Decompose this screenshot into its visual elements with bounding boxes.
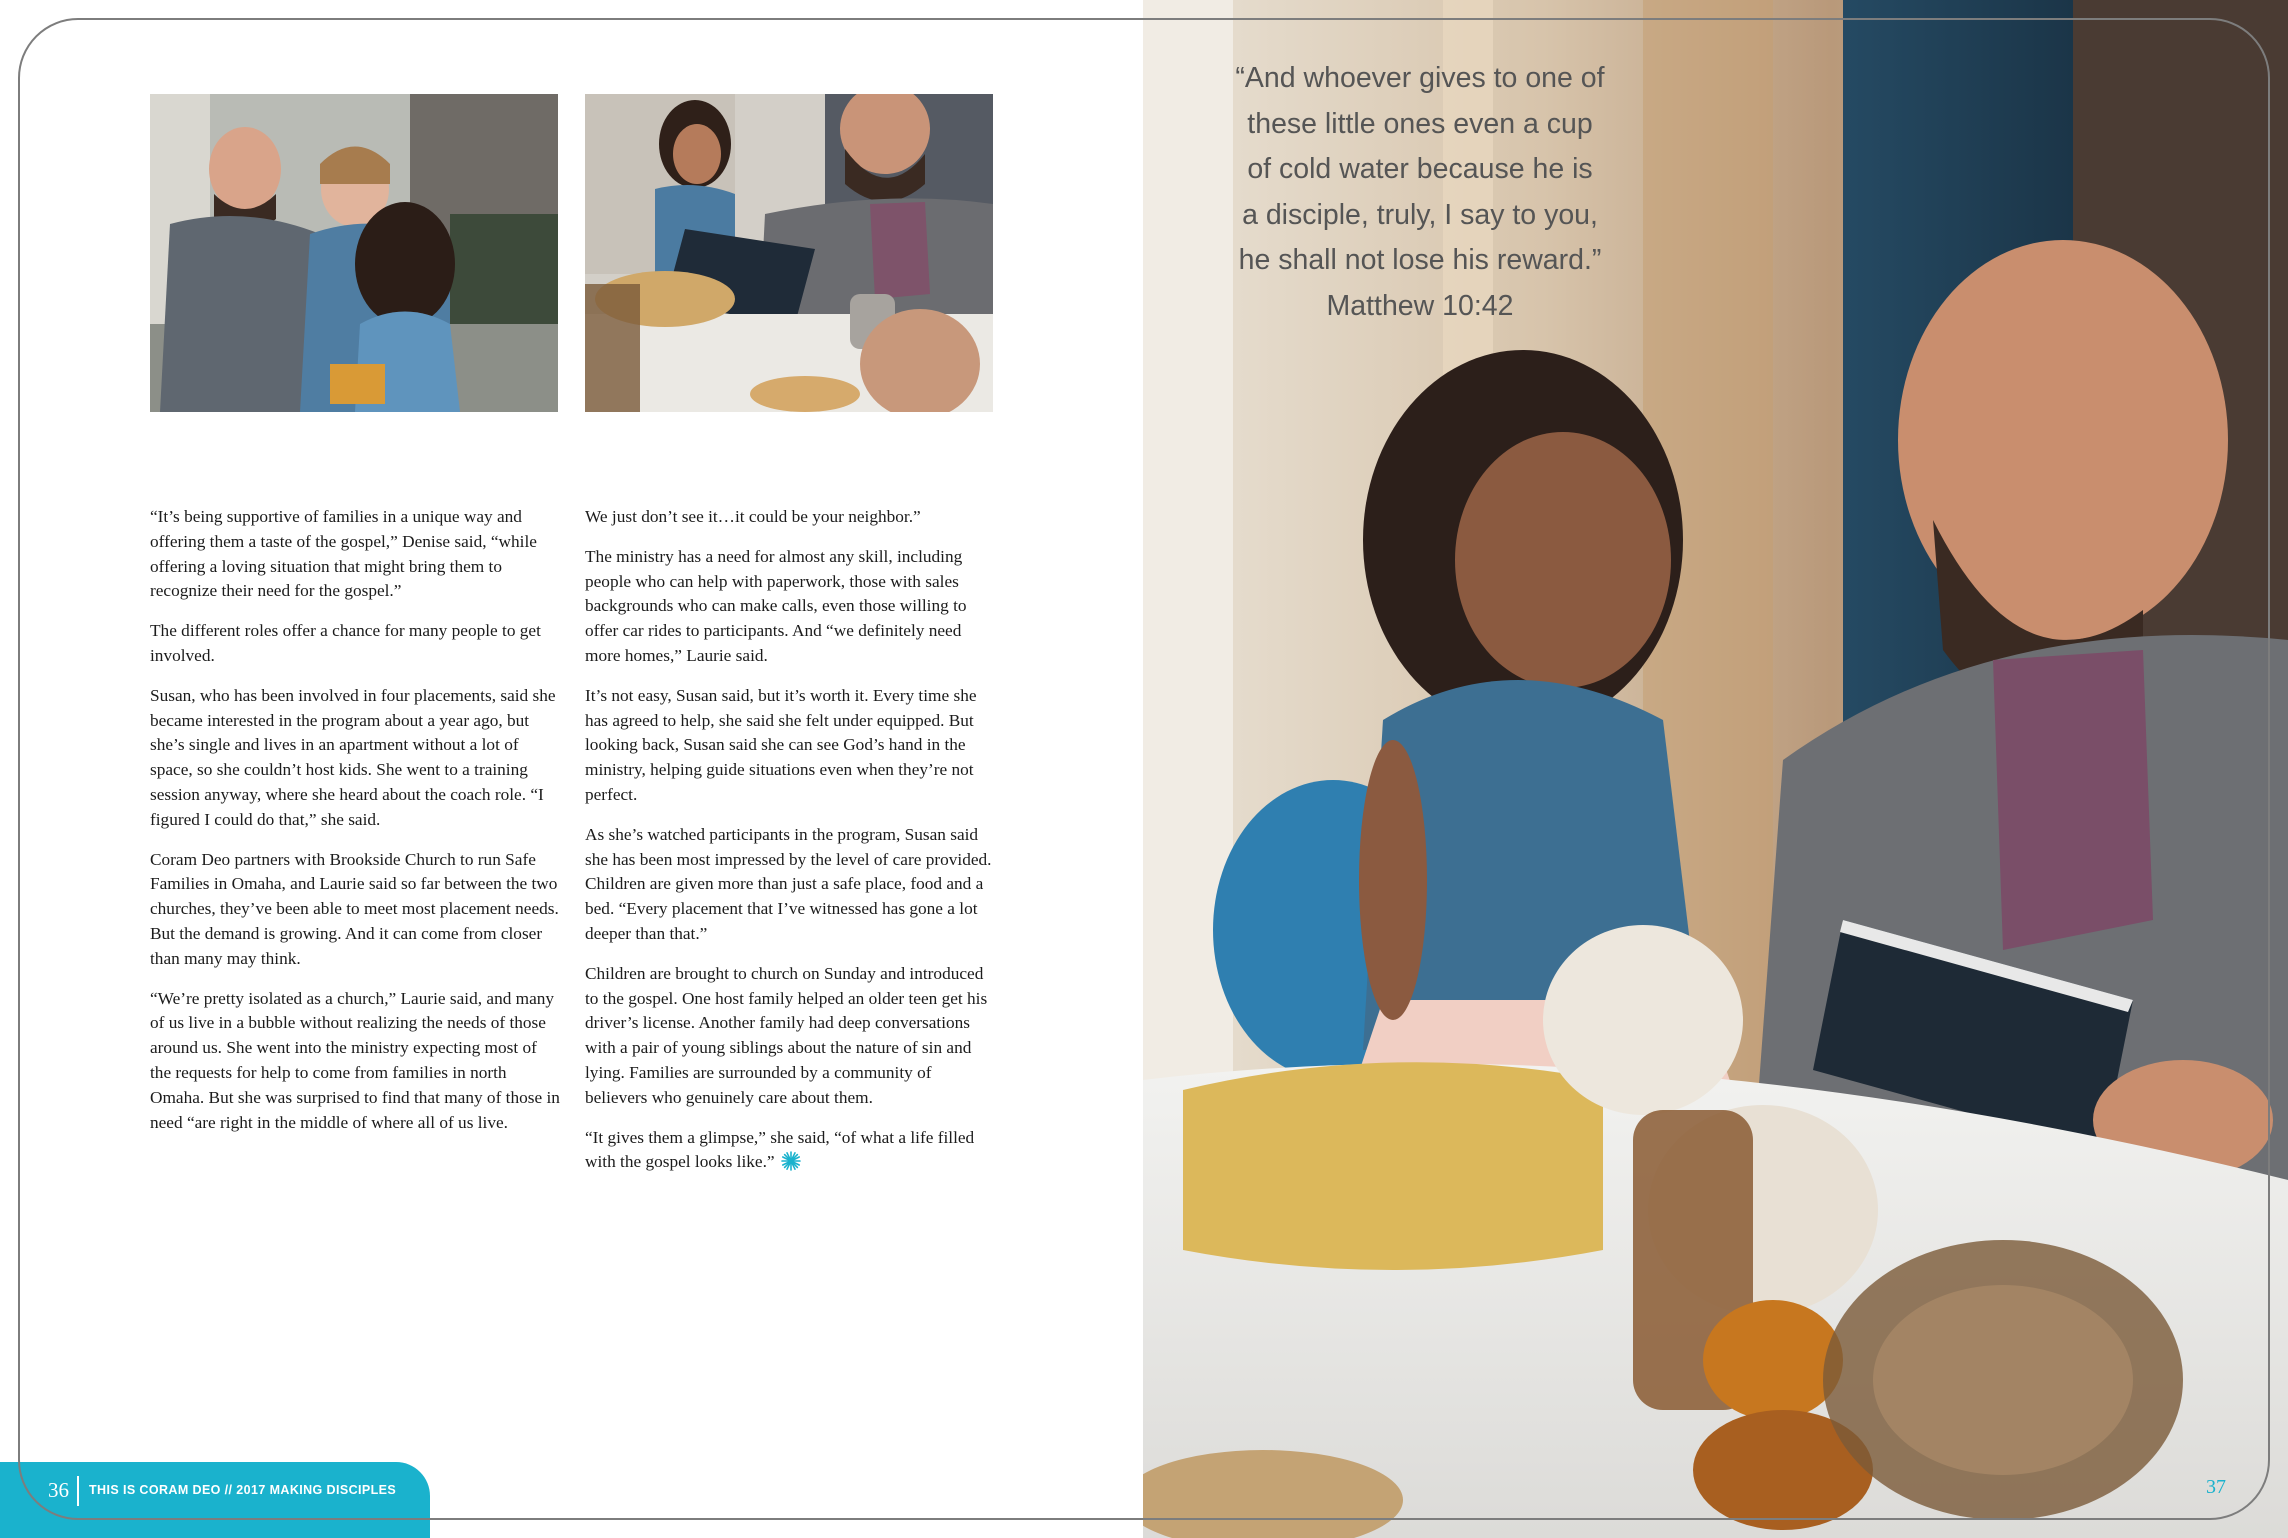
family-photo-porch bbox=[150, 94, 558, 412]
quote-line: “And whoever gives to one of bbox=[1235, 62, 1605, 94]
footer-tab bbox=[0, 1462, 430, 1538]
family-photo-porch-illustration bbox=[150, 94, 558, 412]
footer-divider bbox=[77, 1476, 79, 1506]
article-paragraph: The ministry has a need for almost any skill, including people who can help with paperwork, those with sales backgrounds who can make calls, even those willing to offer car rides to participants. And “we definitely need more homes,” Laurie said. bbox=[585, 546, 967, 665]
scripture-quote bbox=[1180, 56, 1660, 329]
article-paragraph: It’s not easy, Susan said, but it’s worth it. Every time she has agreed to help, she said she felt under equipped. But looking back, Susan said she can see God’s hand in the ministry, helping guide situations even when they’re not perfect. bbox=[585, 685, 977, 804]
running-head: THIS IS CORAM DEO // 2017 MAKING DISCIPLES bbox=[89, 1483, 397, 1497]
article-closing-paragraph bbox=[585, 1126, 997, 1176]
article-paragraph: “It’s being supportive of families in a unique way and offering them a taste of the gospel,” Denise said, “while offering a loving situation that might bring them to recognize their need for the gospel.” bbox=[150, 507, 537, 601]
quote-line: these little ones even a cup bbox=[1247, 107, 1593, 140]
article-paragraph: As she’s watched participants in the program, Susan said she has been most impressed by the level of care provided. Children are given more than just a safe place, food and a bed. “Every placement that I’ve witnessed has gone a lot deeper than that.” bbox=[585, 824, 992, 943]
article-column-right bbox=[585, 505, 997, 1190]
starburst-icon bbox=[781, 1151, 801, 1171]
page-number-right: 37 bbox=[2206, 1476, 2226, 1498]
article-paragraph-text: “It gives them a glimpse,” she said, “of what a life filled with the gospel looks like.” bbox=[585, 1127, 975, 1172]
left-page bbox=[0, 0, 1143, 1538]
quote-line: a disciple, truly, I say to you, bbox=[1242, 198, 1598, 231]
quote-line: of cold water because he is bbox=[1247, 153, 1593, 185]
family-photo-table-illustration bbox=[585, 94, 993, 412]
article-column-left bbox=[150, 505, 562, 1150]
article-paragraph: Children are brought to church on Sunday and introduced to the gospel. One host family helped an older teen get his driver’s license. Another family had deep conversations with a pair of young siblings about the nature of sin and lying. Families are surrounded by a community of believers who genuinely care about them. bbox=[585, 963, 988, 1107]
quote-line: he shall not lose his reward.” bbox=[1238, 244, 1602, 276]
quote-reference: Matthew 10:42 bbox=[1326, 289, 1514, 322]
page-number: 36 bbox=[48, 1478, 69, 1502]
article-paragraph: Coram Deo partners with Brookside Church to run Safe Families in Omaha, and Laurie said so far between the two churches, they’ve been able to meet most placement needs. But the demand is growing. And it can come from closer than many may think. bbox=[150, 849, 559, 968]
article-paragraph: The different roles offer a chance for many people to get involved. bbox=[150, 621, 541, 665]
article-paragraph: Susan, who has been involved in four placements, said she became interested in the program about a year ago, but she’s single and lives in an apartment without a lot of space, so she couldn’t host kids. She went to a training session anyway, where she heard about the coach role. “I figured I could do that,” she said. bbox=[150, 685, 556, 829]
article-paragraph: We just don’t see it…it could be your neighbor.” bbox=[585, 507, 921, 526]
article-paragraph: “We’re pretty isolated as a church,” Laurie said, and many of us live in a bubble without realizing the needs of those around us. She went into the ministry expecting most of the requests for help to come from families in north Omaha. But she was surprised to find that many of those in need “are right in the middle of where all of us live. bbox=[150, 988, 560, 1132]
family-photo-table bbox=[585, 94, 993, 412]
